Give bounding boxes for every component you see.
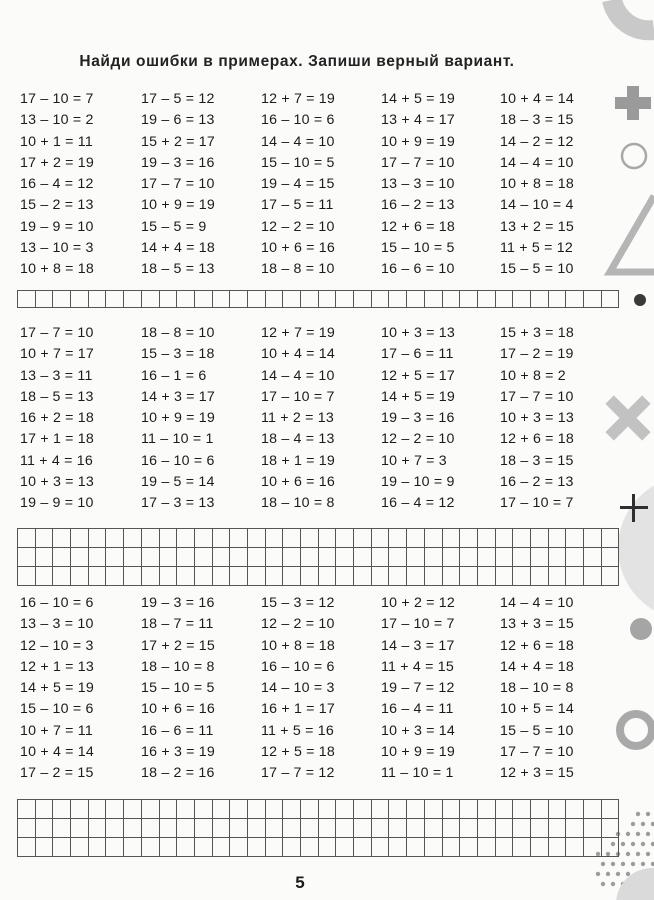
exercise: 18 – 2 = 16 xyxy=(141,765,215,782)
answer-grid[interactable] xyxy=(17,799,619,857)
exercise: 14 – 4 = 10 xyxy=(500,595,574,611)
exercise-column xyxy=(261,323,379,515)
exercise: 13 + 4 = 17 xyxy=(381,112,455,129)
exercise-column xyxy=(20,593,138,785)
circle-shape xyxy=(618,476,654,620)
exercise: 14 + 4 = 18 xyxy=(141,240,215,257)
exercise: 16 – 2 = 13 xyxy=(381,197,455,214)
exercise: 14 + 5 = 19 xyxy=(20,680,94,697)
exercise: 18 – 8 = 10 xyxy=(141,325,215,341)
exercise-column xyxy=(500,323,618,515)
exercise: 16 + 1 = 17 xyxy=(261,701,335,718)
answer-grid[interactable] xyxy=(17,290,619,308)
exercise: 18 – 8 = 10 xyxy=(261,261,335,278)
exercise: 16 – 10 = 6 xyxy=(261,112,335,129)
exercise: 17 + 2 = 19 xyxy=(20,154,94,171)
exercise: 17 – 10 = 7 xyxy=(381,616,455,633)
exercise: 12 + 6 = 18 xyxy=(500,431,574,448)
exercise: 13 – 10 = 3 xyxy=(20,240,94,257)
exercise: 12 – 10 = 3 xyxy=(20,637,94,654)
exercise: 19 – 5 = 14 xyxy=(141,474,215,491)
exercise: 15 – 5 = 9 xyxy=(141,218,207,235)
circle-outline-icon xyxy=(612,0,654,30)
exercise: 14 + 3 = 17 xyxy=(141,388,215,405)
exercise: 14 – 4 = 10 xyxy=(261,367,335,384)
exercise: 12 + 5 = 17 xyxy=(381,367,455,384)
exercise-column xyxy=(500,593,618,785)
exercise: 11 + 2 = 13 xyxy=(261,410,334,427)
exercise: 10 + 4 = 14 xyxy=(20,744,94,761)
exercise: 12 + 7 = 19 xyxy=(261,325,335,341)
dot-icon xyxy=(634,294,646,306)
exercise: 18 – 7 = 11 xyxy=(141,616,214,633)
exercise-block-2 xyxy=(20,323,580,515)
exercise: 17 – 10 = 7 xyxy=(261,388,335,405)
exercise: 10 + 6 = 16 xyxy=(261,240,335,257)
exercise: 16 – 4 = 11 xyxy=(381,701,454,718)
exercise: 13 – 3 = 10 xyxy=(20,616,94,633)
exercise: 15 – 5 = 10 xyxy=(500,722,574,739)
exercise: 19 – 3 = 16 xyxy=(141,154,215,171)
exercise: 15 – 3 = 12 xyxy=(261,595,335,611)
exercise: 15 + 3 = 18 xyxy=(500,325,574,341)
exercise: 19 – 7 = 12 xyxy=(381,680,455,697)
exercise: 12 – 2 = 10 xyxy=(261,218,335,235)
exercise: 16 – 1 = 6 xyxy=(141,367,207,384)
exercise: 16 – 2 = 13 xyxy=(500,474,574,491)
exercise: 10 + 4 = 14 xyxy=(261,346,335,363)
exercise: 17 – 7 = 10 xyxy=(500,388,574,405)
exercise: 13 + 2 = 15 xyxy=(500,218,574,235)
exercise: 10 + 3 = 13 xyxy=(20,474,94,491)
exercise: 14 + 4 = 18 xyxy=(500,658,574,675)
exercise-block-3 xyxy=(20,593,580,785)
exercise: 14 – 4 = 10 xyxy=(261,133,335,150)
exercise: 17 – 10 = 7 xyxy=(500,495,574,512)
dot-icon xyxy=(630,618,652,640)
exercise-column xyxy=(20,89,138,281)
exercise: 13 – 3 = 11 xyxy=(20,367,93,384)
exercise: 10 + 9 = 19 xyxy=(381,744,455,761)
exercise: 14 – 4 = 10 xyxy=(500,154,574,171)
exercise: 10 + 9 = 19 xyxy=(381,133,455,150)
exercise-column xyxy=(141,593,259,785)
exercise: 10 + 5 = 14 xyxy=(500,701,574,718)
exercise: 18 – 5 = 13 xyxy=(141,261,215,278)
exercise: 16 – 4 = 12 xyxy=(381,495,455,512)
exercise: 11 + 4 = 15 xyxy=(381,658,454,675)
exercise: 19 – 6 = 13 xyxy=(141,112,215,129)
exercise: 11 – 10 = 1 xyxy=(141,431,214,448)
exercise: 17 – 7 = 10 xyxy=(141,176,215,193)
exercise: 16 – 10 = 6 xyxy=(261,658,335,675)
exercise: 10 + 9 = 19 xyxy=(141,410,215,427)
exercise-column xyxy=(20,323,138,515)
exercise: 15 – 3 = 18 xyxy=(141,346,215,363)
exercise: 17 + 2 = 15 xyxy=(141,637,215,654)
exercise: 13 + 3 = 15 xyxy=(500,616,574,633)
exercise-column xyxy=(381,323,499,515)
exercise: 10 + 7 = 3 xyxy=(381,452,447,469)
exercise: 10 + 9 = 19 xyxy=(141,197,215,214)
exercise: 19 – 3 = 16 xyxy=(381,410,455,427)
exercise: 10 + 1 = 11 xyxy=(20,133,93,150)
exercise: 12 + 3 = 15 xyxy=(500,765,574,782)
exercise: 17 + 1 = 18 xyxy=(20,431,94,448)
exercise: 18 – 10 = 8 xyxy=(500,680,574,697)
exercise: 17 – 7 = 10 xyxy=(381,154,455,171)
exercise: 18 – 10 = 8 xyxy=(141,658,215,675)
exercise: 16 – 6 = 11 xyxy=(141,722,214,739)
exercise: 12 + 6 = 18 xyxy=(381,218,455,235)
exercise-column xyxy=(261,89,379,281)
exercise: 15 – 10 = 5 xyxy=(141,680,215,697)
page-number: 5 xyxy=(295,873,305,892)
exercise: 10 + 6 = 16 xyxy=(261,474,335,491)
exercise: 17 – 10 = 7 xyxy=(20,91,94,107)
exercise: 17 – 3 = 13 xyxy=(141,495,215,512)
exercise: 17 – 2 = 15 xyxy=(20,765,94,782)
exercise: 11 + 4 = 16 xyxy=(20,452,93,469)
exercise: 12 – 2 = 10 xyxy=(381,431,455,448)
exercise: 12 + 1 = 13 xyxy=(20,658,94,675)
exercise: 19 – 3 = 16 xyxy=(141,595,215,611)
exercise: 15 + 2 = 17 xyxy=(141,133,215,150)
exercise: 16 + 2 = 18 xyxy=(20,410,94,427)
exercise: 13 – 3 = 10 xyxy=(381,176,455,193)
exercise: 10 + 4 = 14 xyxy=(500,91,574,107)
exercise-column xyxy=(500,89,618,281)
exercise: 15 – 2 = 13 xyxy=(20,197,94,214)
exercise: 15 – 5 = 10 xyxy=(500,261,574,278)
exercise: 10 + 3 = 14 xyxy=(381,722,455,739)
plus-icon xyxy=(615,86,651,120)
exercise: 10 + 3 = 13 xyxy=(381,325,455,341)
exercise: 14 + 5 = 19 xyxy=(381,388,455,405)
exercise: 10 + 6 = 16 xyxy=(141,701,215,718)
exercise: 16 – 10 = 6 xyxy=(20,595,94,611)
exercise: 10 + 8 = 18 xyxy=(500,176,574,193)
exercise: 15 – 10 = 6 xyxy=(20,701,94,718)
exercise: 14 – 3 = 17 xyxy=(381,637,455,654)
exercise: 18 + 1 = 19 xyxy=(261,452,335,469)
exercise-column xyxy=(381,89,499,281)
exercise: 19 – 9 = 10 xyxy=(20,218,94,235)
exercise-column xyxy=(261,593,379,785)
circle-outline-icon xyxy=(620,714,652,746)
exercise: 17 – 5 = 11 xyxy=(261,197,334,214)
exercise: 19 – 9 = 10 xyxy=(20,495,94,512)
exercise: 10 + 7 = 11 xyxy=(20,722,93,739)
exercise: 19 – 10 = 9 xyxy=(381,474,455,491)
exercise: 15 – 10 = 5 xyxy=(261,154,335,171)
exercise: 11 + 5 = 16 xyxy=(261,722,334,739)
answer-grid[interactable] xyxy=(17,528,619,586)
exercise-column xyxy=(381,593,499,785)
circle-outline-icon xyxy=(622,144,646,168)
exercise: 10 + 3 = 13 xyxy=(500,410,574,427)
exercise: 13 – 10 = 2 xyxy=(20,112,94,129)
exercise: 14 – 2 = 12 xyxy=(500,133,574,150)
exercise: 17 – 7 = 10 xyxy=(20,325,94,341)
exercise: 10 + 8 = 2 xyxy=(500,367,566,384)
exercise: 10 + 8 = 18 xyxy=(20,261,94,278)
page-title: Найди ошибки в примерах. Запиши верный вариант. xyxy=(79,53,515,70)
exercise: 19 – 4 = 15 xyxy=(261,176,335,193)
exercise: 10 + 8 = 18 xyxy=(261,637,335,654)
exercise: 12 – 2 = 10 xyxy=(261,616,335,633)
exercise-block-1 xyxy=(20,89,580,281)
exercise: 10 + 7 = 17 xyxy=(20,346,94,363)
exercise-column xyxy=(141,323,259,515)
exercise: 18 – 10 = 8 xyxy=(261,495,335,512)
exercise: 14 – 10 = 4 xyxy=(500,197,574,214)
exercise: 15 – 10 = 5 xyxy=(381,240,455,257)
exercise: 11 + 5 = 12 xyxy=(500,240,573,257)
exercise: 18 – 3 = 15 xyxy=(500,452,574,469)
exercise: 18 – 3 = 15 xyxy=(500,112,574,129)
exercise: 18 – 4 = 13 xyxy=(261,431,335,448)
exercise: 18 – 5 = 13 xyxy=(20,388,94,405)
exercise: 17 – 2 = 19 xyxy=(500,346,574,363)
exercise: 17 – 7 = 12 xyxy=(261,765,335,782)
exercise: 16 – 4 = 12 xyxy=(20,176,94,193)
exercise: 10 + 2 = 12 xyxy=(381,595,455,611)
exercise: 14 – 10 = 3 xyxy=(261,680,335,697)
exercise: 14 + 5 = 19 xyxy=(381,91,455,107)
exercise: 17 – 5 = 12 xyxy=(141,91,215,107)
exercise: 12 + 7 = 19 xyxy=(261,91,335,107)
exercise: 12 + 6 = 18 xyxy=(500,637,574,654)
exercise: 16 – 10 = 6 xyxy=(141,452,215,469)
exercise: 17 – 6 = 11 xyxy=(381,346,454,363)
exercise-column xyxy=(141,89,259,281)
exercise: 12 + 5 = 18 xyxy=(261,744,335,761)
exercise: 16 + 3 = 19 xyxy=(141,744,215,761)
exercise: 17 – 7 = 10 xyxy=(500,744,574,761)
exercise: 16 – 6 = 10 xyxy=(381,261,455,278)
exercise: 11 – 10 = 1 xyxy=(381,765,454,782)
